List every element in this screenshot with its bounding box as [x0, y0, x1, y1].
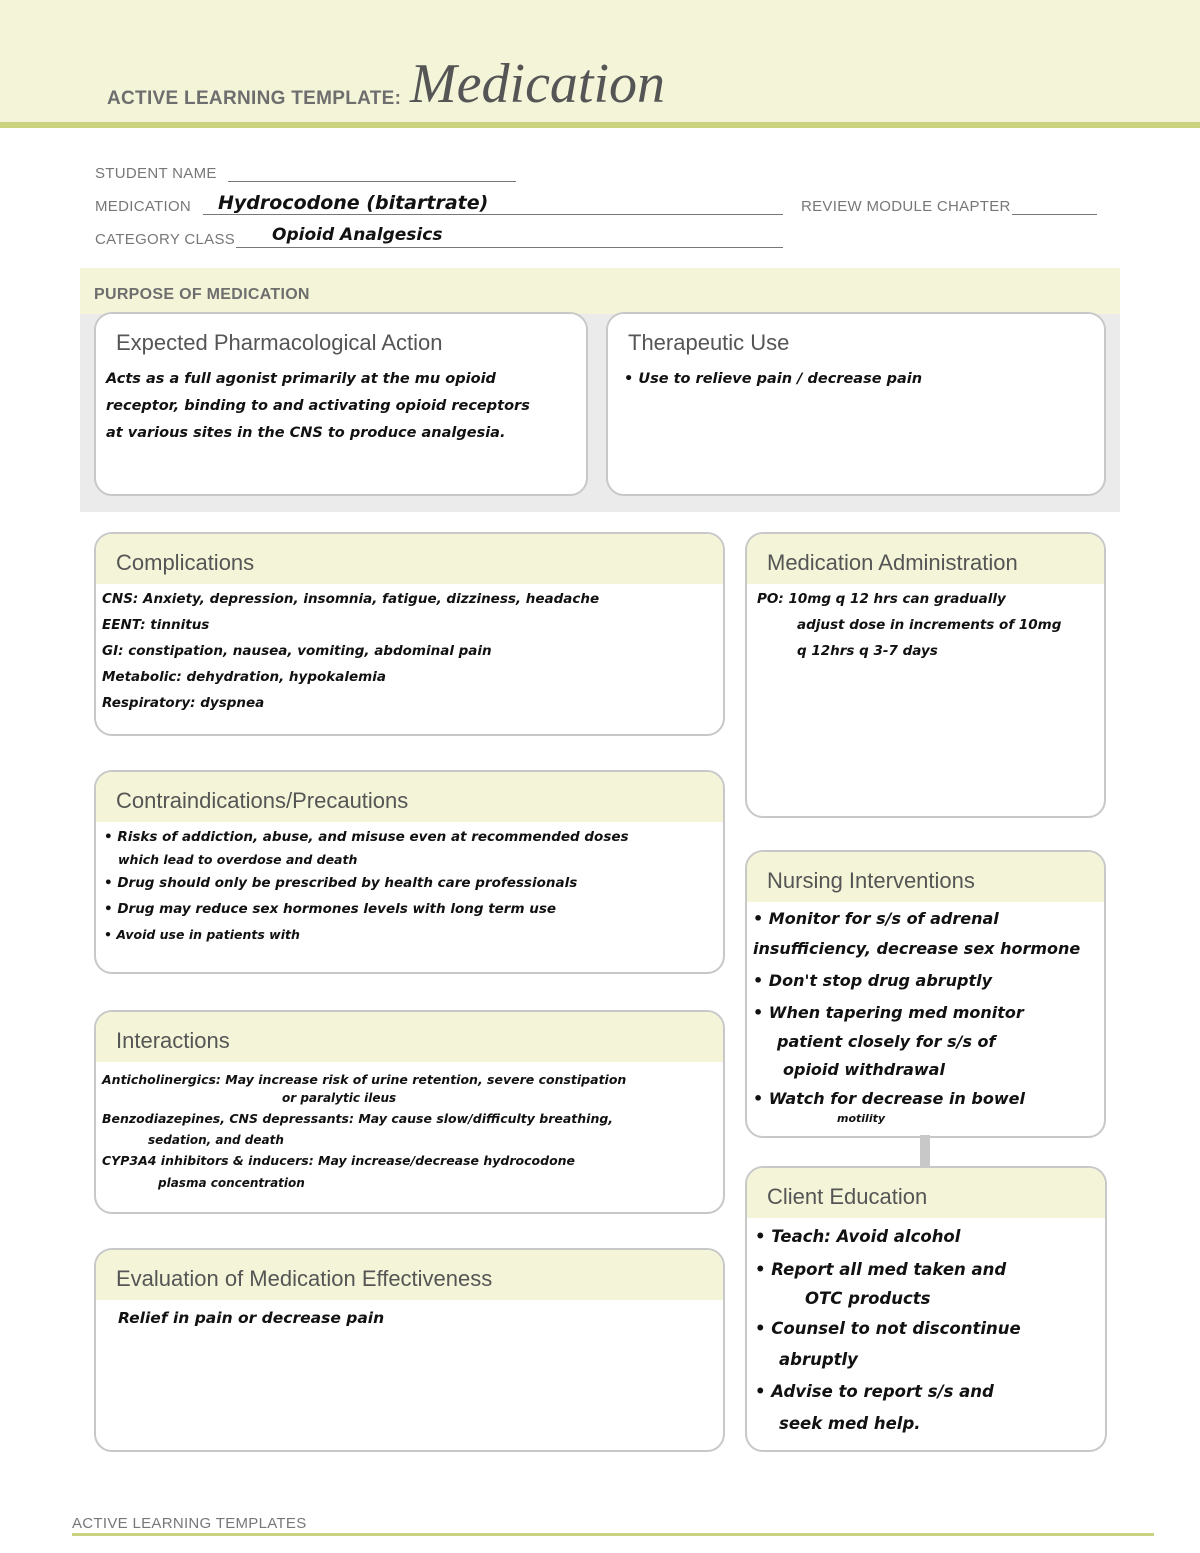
- evaluation-title: Evaluation of Medication Effectiveness: [96, 1250, 723, 1300]
- expected-action-line: receptor, binding to and activating opioid receptors: [106, 398, 530, 414]
- purpose-label: PURPOSE OF MEDICATION: [94, 286, 310, 303]
- education-line: OTC products: [805, 1289, 931, 1308]
- education-line: seek med help.: [779, 1414, 921, 1433]
- administration-line: adjust dose in increments of 10mg: [797, 617, 1062, 633]
- expected-action-body: [96, 364, 586, 447]
- interactions-line: CYP3A4 inhibitors & inducers: May increase/decrease hydrocodone: [102, 1153, 576, 1168]
- client-education-card: [745, 1166, 1107, 1452]
- contraindications-card: [94, 770, 725, 974]
- complications-title: Complications: [96, 534, 723, 584]
- complications-line: CNS: Anxiety, depression, insomnia, fatigue, dizziness, headache: [102, 591, 600, 607]
- evaluation-line: Relief in pain or decrease pain: [118, 1309, 385, 1327]
- evaluation-card: [94, 1248, 725, 1452]
- therapeutic-use-title: Therapeutic Use: [608, 314, 1104, 364]
- complications-body: [96, 584, 723, 716]
- category-class-label: CATEGORY CLASS: [95, 231, 236, 248]
- client-education-body: [747, 1218, 1105, 1438]
- category-class-line[interactable]: [236, 247, 783, 248]
- therapeutic-use-body: [608, 364, 1104, 393]
- nursing-interventions-title: Nursing Interventions: [747, 852, 1104, 902]
- interactions-line: plasma concentration: [158, 1176, 305, 1190]
- interactions-line: or paralytic ileus: [282, 1091, 397, 1105]
- nursing-line: • When tapering med monitor: [753, 1003, 1024, 1022]
- student-name-label: STUDENT NAME: [95, 165, 217, 182]
- administration-line: q 12hrs q 3-7 days: [797, 643, 938, 659]
- complications-line: EENT: tinnitus: [102, 617, 210, 633]
- nursing-line: patient closely for s/s of: [777, 1032, 996, 1051]
- review-module-line[interactable]: [1012, 214, 1097, 215]
- complications-line: GI: constipation, nausea, vomiting, abdominal pain: [102, 643, 492, 659]
- contraindications-body: [96, 822, 723, 948]
- expected-action-line: Acts as a full agonist primarily at the mu opioid: [106, 371, 496, 387]
- category-class-value: Opioid Analgesics: [272, 225, 443, 245]
- interactions-line: sedation, and death: [148, 1133, 284, 1147]
- complications-line: Metabolic: dehydration, hypokalemia: [102, 669, 386, 685]
- interactions-line: Anticholinergics: May increase risk of urine retention, severe constipation: [102, 1072, 627, 1087]
- footer-rule: [72, 1533, 1154, 1536]
- nursing-line: motility: [837, 1112, 886, 1125]
- nursing-interventions-body: [747, 902, 1104, 1124]
- client-education-title: Client Education: [747, 1168, 1105, 1218]
- medication-administration-card: [745, 532, 1106, 818]
- student-name-line[interactable]: [228, 181, 516, 182]
- contraindications-line: • Risks of addiction, abuse, and misuse even at recommended doses: [104, 829, 629, 845]
- expected-action-title: Expected Pharmacological Action: [96, 314, 586, 364]
- nursing-interventions-card: [745, 850, 1106, 1138]
- card-connector: [920, 1135, 930, 1168]
- nursing-line: • Watch for decrease in bowel: [753, 1089, 1025, 1108]
- administration-line: PO: 10mg q 12 hrs can gradually: [757, 591, 1006, 607]
- contraindications-line: • Drug may reduce sex hormones levels with long term use: [104, 901, 557, 917]
- education-line: abruptly: [779, 1350, 858, 1369]
- education-line: • Counsel to not discontinue: [755, 1319, 1021, 1338]
- therapeutic-use-line: • Use to relieve pain / decrease pain: [624, 371, 923, 387]
- interactions-line: Benzodiazepines, CNS depressants: May cause slow/difficulty breathing,: [102, 1111, 614, 1126]
- medication-label: MEDICATION: [95, 198, 192, 215]
- nursing-line: • Don't stop drug abruptly: [753, 971, 993, 990]
- nursing-line: • Monitor for s/s of adrenal: [753, 909, 999, 928]
- medication-administration-body: [747, 584, 1104, 664]
- education-line: • Teach: Avoid alcohol: [755, 1227, 961, 1246]
- contraindications-title: Contraindications/Precautions: [96, 772, 723, 822]
- header-rule: [0, 122, 1200, 128]
- contraindications-line: • Avoid use in patients with: [104, 927, 300, 942]
- evaluation-body: [96, 1300, 723, 1334]
- education-line: • Advise to report s/s and: [755, 1382, 994, 1401]
- footer-label: ACTIVE LEARNING TEMPLATES: [72, 1515, 307, 1532]
- review-module-label: REVIEW MODULE CHAPTER: [801, 198, 1011, 215]
- interactions-title: Interactions: [96, 1012, 723, 1062]
- expected-action-card: [94, 312, 588, 496]
- therapeutic-use-card: [606, 312, 1106, 496]
- interactions-card: [94, 1010, 725, 1214]
- page-title: Medication: [410, 53, 666, 115]
- medication-value: Hydrocodone (bitartrate): [218, 192, 489, 214]
- education-line: • Report all med taken and: [755, 1260, 1007, 1279]
- complications-line: Respiratory: dyspnea: [102, 695, 265, 711]
- medication-administration-title: Medication Administration: [747, 534, 1104, 584]
- nursing-line: insufficiency, decrease sex hormone: [753, 939, 1081, 958]
- template-label: ACTIVE LEARNING TEMPLATE:: [107, 88, 402, 109]
- expected-action-line: at various sites in the CNS to produce analgesia.: [106, 425, 506, 441]
- medication-line[interactable]: [203, 214, 783, 215]
- contraindications-line: • Drug should only be prescribed by health care professionals: [104, 875, 578, 891]
- contraindications-line: which lead to overdose and death: [118, 852, 358, 867]
- nursing-line: opioid withdrawal: [783, 1060, 945, 1079]
- interactions-body: [96, 1062, 723, 1192]
- complications-card: [94, 532, 725, 736]
